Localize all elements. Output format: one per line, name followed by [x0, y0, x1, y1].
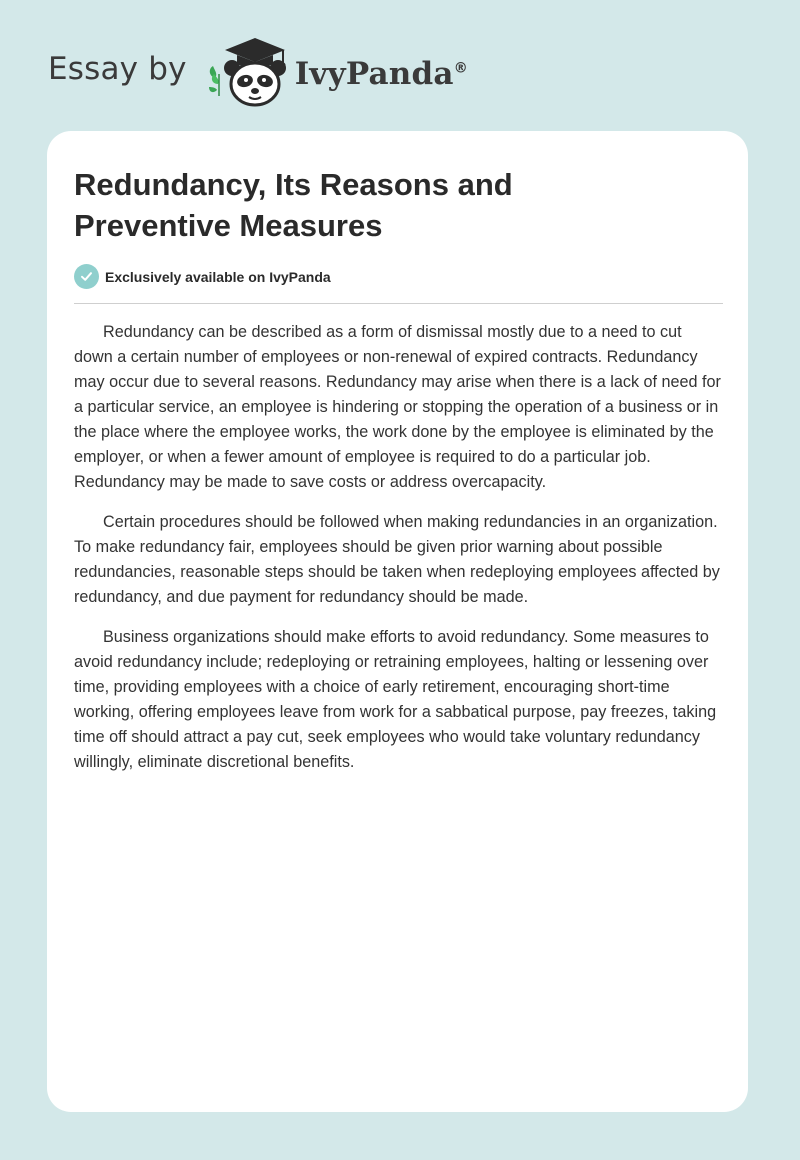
essay-card [47, 131, 748, 1112]
essay-body [74, 320, 724, 790]
brand-name [295, 56, 468, 92]
registered-mark: ® [453, 60, 468, 77]
panda-logo-icon [205, 34, 293, 110]
brand-text: IvyPanda [294, 56, 454, 92]
exclusive-badge-text: Exclusively available on IvyPanda [105, 268, 331, 285]
essay-by-label: Essay by [48, 51, 187, 87]
site-header [48, 34, 468, 110]
checkmark-glyph [80, 270, 93, 283]
check-icon [74, 264, 99, 289]
essay-paragraph: Certain procedures should be followed when making redundancies in an organization. To make redundancy fair, employees should be given prior warning about possible redundancies, reasonable steps should be taken when redeploying employees affected by redundancy, and due payment for redundancy should be made. [74, 513, 720, 606]
essay-paragraph: Redundancy can be described as a form of dismissal mostly due to a need to cut down a certain number of employees or non-renewal of expired contracts. Redundancy may occur due to several reasons. Redundancy may arise when there is a lack of need for a particular service, an employee is hindering or stopping the operation of a business or in the place where the employee works, the work done by the employee is eliminated by the employer, or when a fewer amount of employee is required to do a particular job. Redundancy may be made to save costs or address overcapacity. [74, 323, 721, 491]
essay-title: Redundancy, Its Reasons and Preventive Measures [74, 167, 513, 243]
essay-paragraph: Business organizations should make efforts to avoid redundancy. Some measures to avoid redundancy include; redeploying or retraining employees, halting or lessening over time, providing employees with a choice of early retirement, encouraging short-time working, offering employees leave from work for a sabbatical purpose, pay freezes, taking time off should attract a pay cut, seek employees who would take voluntary redundancy willingly, eliminate discretional benefits. [74, 628, 717, 771]
ivypanda-logo-link[interactable] [205, 34, 468, 110]
exclusive-badge [74, 264, 331, 289]
title-divider [74, 303, 723, 304]
